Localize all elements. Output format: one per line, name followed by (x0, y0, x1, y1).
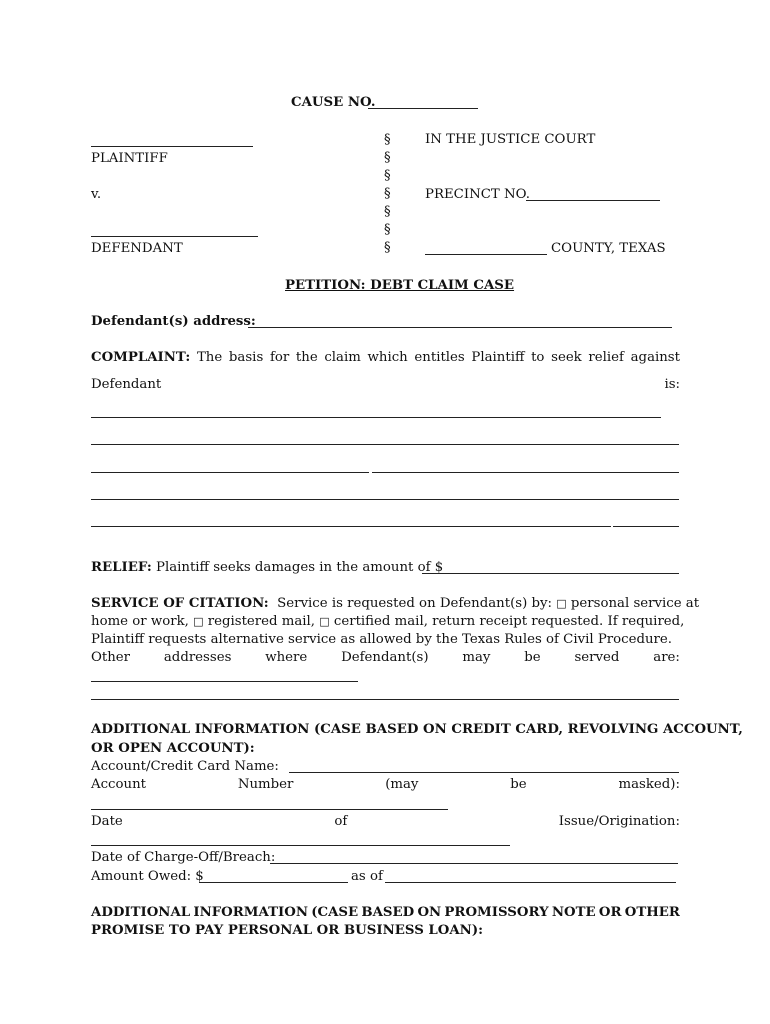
complaint-word: for (269, 350, 290, 365)
complaint-word: the (295, 350, 318, 365)
promissory-heading-word: ON (417, 905, 442, 920)
promissory-heading-word: BASED (361, 905, 415, 920)
option-personal-service: personal service at (570, 596, 700, 611)
chargeoff-date-field[interactable] (270, 863, 678, 864)
court-label: IN THE JUSTICE COURT (425, 132, 596, 147)
complaint-word: Plaintiff (471, 350, 525, 365)
promissory-heading-word: INFORMATION (193, 905, 308, 920)
chargeoff-label: Date of Charge-Off/Breach: (91, 850, 276, 865)
complaint-blank-line[interactable] (91, 472, 369, 473)
county-label: COUNTY, TEXAS (551, 241, 666, 256)
amount-owed-label: Amount Owed: $ (91, 869, 204, 884)
complaint-word: claim (324, 350, 361, 365)
service-word: Defendant(s) (341, 650, 429, 665)
promissory-heading-word: NOTE (551, 905, 596, 920)
checkbox-personal-service[interactable]: □ (556, 597, 567, 610)
complaint-word: to (531, 350, 545, 365)
credit-heading-line-2: OR OPEN ACCOUNT): (91, 741, 255, 756)
service-label: SERVICE OF CITATION: (91, 596, 269, 611)
complaint-word: which (367, 350, 408, 365)
service-word: may (462, 650, 491, 665)
issue-date-word: Issue/Origination: (558, 814, 680, 829)
complaint-line-2 (91, 376, 680, 394)
service-line-2 (91, 613, 684, 631)
issue-date-line (91, 813, 680, 831)
service-word: served (574, 650, 620, 665)
promissory-heading-word: OTHER (624, 905, 680, 920)
defendant-address-field[interactable] (248, 327, 672, 328)
complaint-word: The (196, 350, 223, 365)
complaint-word: entitles (414, 350, 465, 365)
promissory-heading-word: ADDITIONAL (91, 905, 191, 920)
defendant-name-field[interactable] (91, 236, 258, 237)
precinct-label: PRECINCT NO. (425, 187, 530, 202)
amount-owed-field[interactable] (199, 882, 348, 883)
relief-line (91, 559, 443, 577)
other-address-field[interactable] (91, 699, 679, 700)
option-registered-mail: registered mail, (207, 614, 316, 629)
complaint-blank-line[interactable] (91, 499, 679, 500)
service-if-required: If required, (607, 614, 685, 629)
service-line-3: Plaintiff requests alternative service as allowed by the Texas Rules of Civil Procedure. (91, 632, 672, 647)
as-of-label: as of (351, 869, 383, 884)
account-number-field[interactable] (91, 809, 448, 810)
promissory-heading-line-1 (91, 904, 680, 922)
complaint-word: relief (588, 350, 624, 365)
complaint-word: against (630, 350, 680, 365)
promissory-heading-line-2: PROMISE TO PAY PERSONAL OR BUSINESS LOAN): (91, 923, 484, 938)
service-line-1 (91, 595, 699, 613)
cause-no-label: CAUSE NO. (291, 95, 376, 110)
promissory-heading-word: PROMISSORY (444, 905, 549, 920)
issue-date-word: of (334, 814, 348, 829)
service-word: addresses (163, 650, 232, 665)
versus-label: v. (91, 187, 102, 202)
service-line-4 (91, 649, 680, 667)
relief-text: Plaintiff seeks damages in the amount of $ (156, 560, 444, 575)
complaint-blank-line[interactable] (613, 526, 679, 527)
complaint-blank-line[interactable] (91, 444, 679, 445)
account-number-word: Number (237, 777, 294, 792)
service-word: be (524, 650, 541, 665)
complaint-word: is: (664, 377, 680, 392)
section-mark: § (384, 186, 391, 201)
account-number-word: be (510, 777, 527, 792)
service-home-work: home or work, (91, 614, 189, 629)
account-number-word: (may (385, 777, 419, 792)
plaintiff-label: PLAINTIFF (91, 151, 168, 166)
relief-amount-field[interactable] (422, 573, 679, 574)
checkbox-registered-mail[interactable]: □ (193, 615, 204, 628)
complaint-word: basis (228, 350, 264, 365)
as-of-date-field[interactable] (385, 882, 676, 883)
petition-title: PETITION: DEBT CLAIM CASE (285, 278, 515, 293)
defendant-address-label: Defendant(s) address: (91, 314, 256, 329)
service-word: Other (91, 650, 131, 665)
account-number-word: Account (91, 777, 146, 792)
account-name-label: Account/Credit Card Name: (91, 759, 279, 774)
section-mark: § (384, 204, 391, 219)
account-number-line (91, 776, 680, 794)
section-mark: § (384, 168, 391, 183)
service-word: where (265, 650, 308, 665)
section-mark: § (384, 222, 391, 237)
precinct-field[interactable] (526, 200, 660, 201)
cause-no-field[interactable] (368, 108, 478, 109)
service-word: are: (653, 650, 680, 665)
service-text: Service is requested on Defendant(s) by: (277, 596, 553, 611)
complaint-word: seek (551, 350, 582, 365)
issue-date-field[interactable] (91, 845, 510, 846)
complaint-line-1 (91, 349, 680, 367)
county-field[interactable] (425, 254, 547, 255)
relief-label: RELIEF: (91, 560, 152, 575)
defendant-label: DEFENDANT (91, 241, 183, 256)
credit-heading-line-1: ADDITIONAL INFORMATION (CASE BASED ON CREDIT CARD, REVOLVING ACCOUNT, (91, 722, 743, 737)
issue-date-word: Date (91, 814, 123, 829)
checkbox-certified-mail[interactable]: □ (319, 615, 330, 628)
account-number-word: masked): (618, 777, 680, 792)
complaint-word: Defendant (91, 377, 162, 392)
section-mark: § (384, 150, 391, 165)
complaint-blank-line[interactable] (372, 472, 679, 473)
complaint-blank-line[interactable] (91, 417, 661, 418)
option-certified-mail: certified mail, return receipt requested. (333, 614, 604, 629)
account-name-field[interactable] (289, 772, 679, 773)
section-mark: § (384, 132, 391, 147)
promissory-heading-word: OR (598, 905, 622, 920)
promissory-heading-word: (CASE (311, 905, 359, 920)
other-address-field[interactable] (91, 681, 358, 682)
plaintiff-name-field[interactable] (91, 146, 253, 147)
complaint-label: COMPLAINT: (91, 350, 191, 365)
complaint-blank-line[interactable] (91, 526, 611, 527)
section-mark: § (384, 240, 391, 255)
